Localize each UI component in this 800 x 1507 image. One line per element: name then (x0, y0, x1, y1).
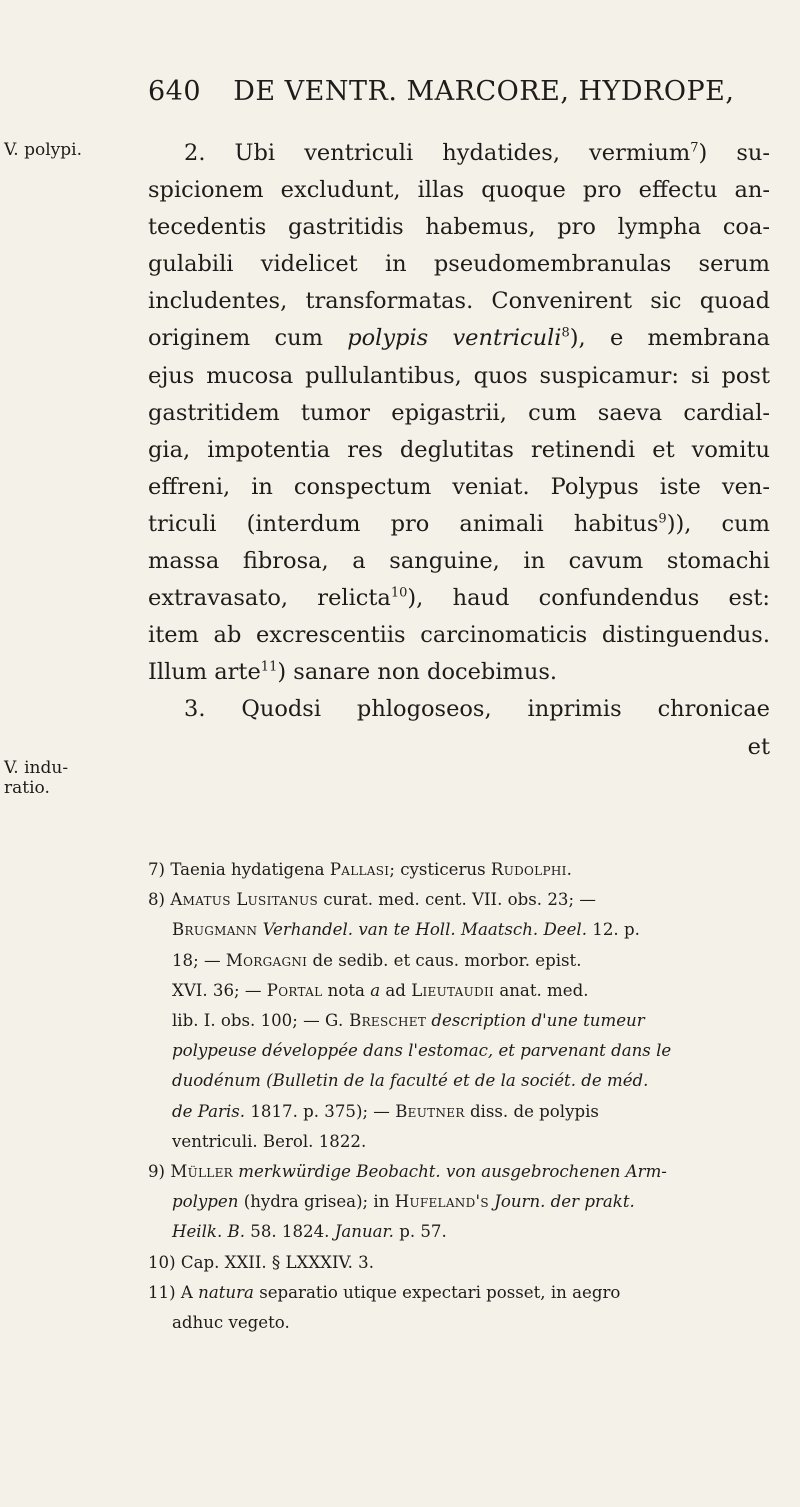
footnote-8-cont: Brugmann Verhandel. van te Holl. Maatsch. Deel. 12. p. (172, 920, 640, 940)
footnote-9: 9) Müller merkwürdige Beobacht. von ausgebrochenen Arm- (148, 1162, 667, 1182)
footnote-9-cont: polypen (hydra grisea); in Hufeland's Journ. der prakt. (172, 1192, 635, 1212)
running-title: DE VENTR. MARCORE, HYDROPE, (233, 76, 735, 107)
footnote-8-cont: de Paris. 1817. p. 375); — Beutner diss. de polypis (172, 1101, 599, 1121)
text-line: massa fibrosa, a sanguine, in cavum stomachi (148, 548, 770, 575)
footnote-10: 10) Cap. XXII. § LXXXIV. 3. (148, 1252, 374, 1272)
footnote-8-cont: ventriculi. Berol. 1822. (172, 1131, 367, 1151)
footnote-8: 8) Amatus Lusitanus curat. med. cent. VII. obs. 23; — (148, 890, 596, 910)
footnotes (148, 855, 780, 1338)
text-line: spicionem excludunt, illas quoque pro effectu an- (148, 177, 770, 204)
text-line: effreni, in conspectum veniat. Polypus iste ven- (148, 473, 770, 500)
footnote-11-cont: adhuc vegeto. (172, 1313, 290, 1333)
catchword: et (747, 733, 770, 760)
text-line: item ab excrescentiis carcinomaticis distinguendus. (148, 622, 770, 649)
text-line: triculi (interdum pro animali habitus$^9$)), cum (148, 510, 770, 537)
footnote-9-cont: Heilk. B. 58. 1824. Januar. p. 57. (172, 1222, 447, 1242)
footnote-8-cont: duodénum (Bulletin de la faculté et de la sociét. de méd. (172, 1071, 649, 1091)
main-text (148, 135, 770, 766)
text-line: gulabili videlicet in pseudomembranulas serum (148, 251, 770, 278)
page-number: 640 (148, 76, 202, 107)
footnote-7: 7) Taenia hydatigena Pallasi; cysticerus Rudolphi. (148, 860, 572, 879)
footnote-11: 11) A natura separatio utique expectari posset, in aegro (148, 1282, 621, 1302)
margin-note-induratio-2: ratio. (4, 778, 50, 798)
text-line: 2. Ubi ventriculi hydatides, vermium$^7$) su- (184, 140, 770, 166)
text-line: Illum arte$^{11}$) sanare non docebimus. (148, 659, 558, 686)
text-line: originem cum polypis ventriculi$^8$), e membrana (148, 325, 770, 352)
footnote-8-cont: polypeuse développée dans l'estomac, et parvenant dans le (172, 1041, 672, 1061)
text-line: tecedentis gastritidis habemus, pro lympha coa- (148, 214, 770, 241)
text-line: gastritidem tumor epigastrii, cum saeva cardial- (148, 399, 770, 426)
running-header (148, 76, 788, 107)
text-line: extravasato, relicta$^{10}$), haud confundendus est: (148, 585, 770, 612)
footnote-8-cont: 18; — Morgagni de sedib. et caus. morbor. epist. (172, 950, 582, 970)
text-line: ejus mucosa pullulantibus, quos suspicamur: si post (148, 362, 770, 389)
text-line: includentes, transformatas. Convenirent sic quoad (148, 288, 770, 315)
text-line: gia, impotentia res deglutitas retinendi et vomitu (148, 436, 770, 463)
margin-note-induratio-1: V. indu- (4, 758, 69, 778)
text-line: 3. Quodsi phlogoseos, inprimis chronicae (184, 696, 770, 723)
margin-note-polypi: V. polypi. (4, 140, 82, 160)
footnote-8-cont: XVI. 36; — Portal nota a ad Lieutaudii anat. med. (172, 980, 589, 1000)
footnote-8-cont: lib. I. obs. 100; — G. Breschet description d'une tumeur (172, 1011, 645, 1031)
